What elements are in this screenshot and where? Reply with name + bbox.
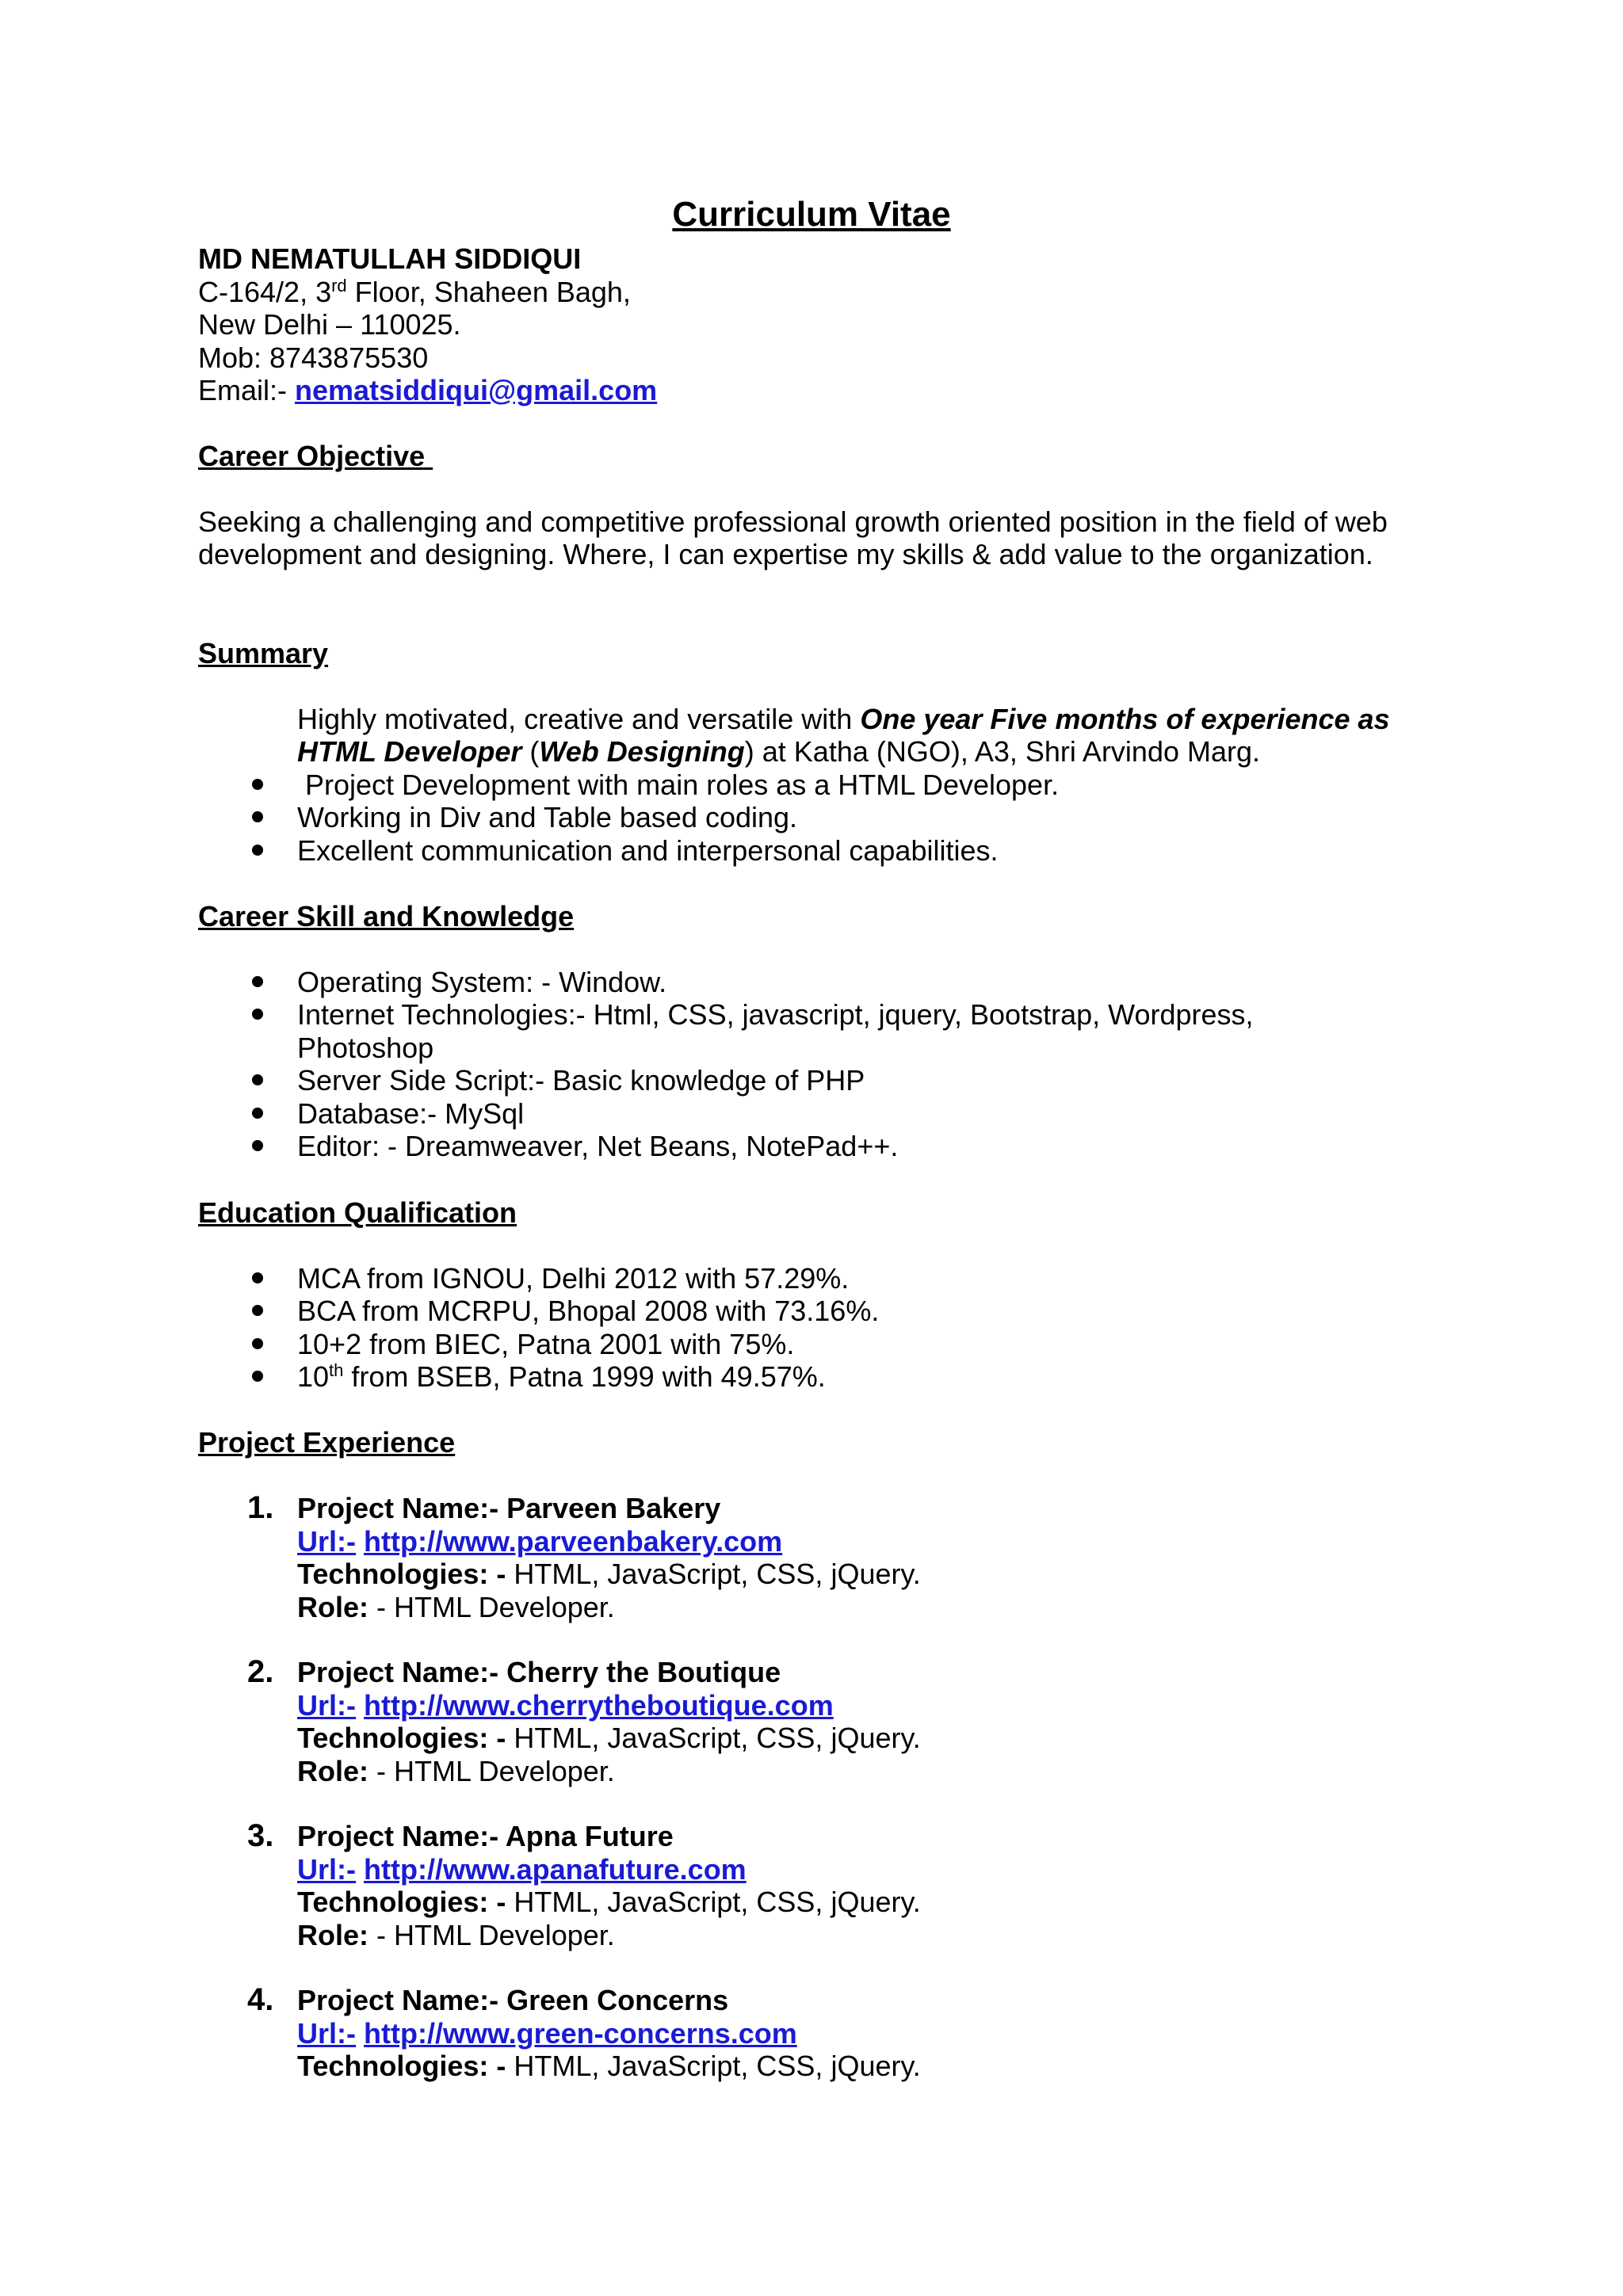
project-url-link[interactable]: http://www.cherrytheboutique.com — [364, 1688, 834, 1722]
document-title: Curriculum Vitae — [672, 195, 951, 234]
education-section — [198, 1196, 1434, 1394]
summary-section — [198, 637, 1434, 867]
bullet-icon — [252, 1074, 263, 1085]
project-name: Project Name:- Apna Future — [297, 1820, 674, 1852]
list-item: Operating System: - Window. — [198, 966, 1434, 999]
list-item: Project Development with main roles as a HTML Developer. — [198, 769, 1434, 802]
project-number: 2. — [247, 1654, 274, 1689]
email-link[interactable]: nematsiddiqui@gmail.com — [295, 374, 658, 406]
project-role: Role: - HTML Developer. — [297, 1590, 615, 1623]
bullet-icon — [252, 1371, 263, 1382]
list-item: 10th from BSEB, Patna 1999 with 49.57%. — [198, 1360, 1434, 1394]
bullet-icon — [252, 779, 263, 790]
project-item — [198, 1820, 1434, 1951]
bullet-icon — [252, 1338, 263, 1349]
project-url-line: Url:- http://www.cherrytheboutique.com — [297, 1688, 834, 1722]
list-item: Database:- MySql — [198, 1097, 1434, 1131]
skills-heading: Career Skill and Knowledge — [198, 900, 575, 933]
bullet-icon — [252, 1272, 263, 1283]
list-item: Internet Technologies:- Html, CSS, javascript, jquery, Bootstrap, Wordpress, Photoshop — [198, 998, 1359, 1064]
list-item: Server Side Script:- Basic knowledge of PHP — [198, 1064, 1434, 1097]
city-line: New Delhi – 110025. — [198, 308, 461, 341]
project-item — [198, 1984, 1434, 2083]
summary-intro: Highly motivated, creative and versatile with One year Five months of experience as HTML Developer (Web Designing) at Katha (NGO), A3, Shri Arvindo Marg. — [297, 702, 1390, 768]
candidate-name: MD NEMATULLAH SIDDIQUI — [198, 242, 582, 275]
list-item: MCA from IGNOU, Delhi 2012 with 57.29%. — [198, 1262, 1434, 1295]
list-item: BCA from MCRPU, Bhopal 2008 with 73.16%. — [198, 1295, 1434, 1328]
project-tech: Technologies: - HTML, JavaScript, CSS, jQuery. — [297, 1558, 921, 1590]
project-tech: Technologies: - HTML, JavaScript, CSS, jQuery. — [297, 1886, 921, 1918]
project-tech: Technologies: - HTML, JavaScript, CSS, jQuery. — [297, 1722, 921, 1754]
list-item: Working in Div and Table based coding. — [198, 801, 1434, 834]
bullet-icon — [252, 976, 263, 987]
summary-heading: Summary — [198, 637, 329, 669]
project-url-line: Url:- http://www.parveenbakery.com — [297, 1524, 783, 1558]
contact-block — [198, 242, 1434, 407]
list-item: 10+2 from BIEC, Patna 2001 with 75%. — [198, 1328, 1434, 1361]
project-url-line: Url:- http://www.green-concerns.com — [297, 2016, 797, 2050]
project-url-link[interactable]: http://www.parveenbakery.com — [364, 1524, 783, 1558]
projects-heading: Project Experience — [198, 1426, 456, 1459]
project-tech: Technologies: - HTML, JavaScript, CSS, jQuery. — [297, 2050, 921, 2082]
project-name: Project Name:- Green Concerns — [297, 1984, 729, 2016]
project-role: Role: - HTML Developer. — [297, 1918, 615, 1951]
project-name: Project Name:- Parveen Bakery — [297, 1492, 721, 1524]
project-url-link[interactable]: http://www.apanafuture.com — [364, 1852, 747, 1886]
mobile-line: Mob: 8743875530 — [198, 341, 429, 374]
career-objective-heading: Career Objective — [198, 440, 433, 472]
project-number: 4. — [247, 1982, 274, 2017]
skills-section — [198, 900, 1434, 1163]
project-role: Role: - HTML Developer. — [297, 1754, 615, 1787]
address-line: C-164/2, 3rd Floor, Shaheen Bagh, — [198, 275, 631, 308]
education-heading: Education Qualification — [198, 1196, 517, 1229]
projects-section — [198, 1426, 1434, 2100]
list-item: Editor: - Dreamweaver, Net Beans, NotePad++. — [198, 1130, 1434, 1163]
career-objective-text: Seeking a challenging and competitive professional growth oriented position in the field of web development and designing. Where, I can expertise my skills & add value to the organization. — [198, 505, 1388, 570]
bullet-icon — [252, 1140, 263, 1151]
bullet-icon — [252, 1009, 263, 1020]
project-number: 1. — [247, 1490, 274, 1525]
bullet-icon — [252, 845, 263, 856]
email-line: Email:- nematsiddiqui@gmail.com — [198, 374, 658, 406]
project-url-link[interactable]: http://www.green-concerns.com — [364, 2016, 797, 2050]
project-url-line: Url:- http://www.apanafuture.com — [297, 1852, 747, 1886]
project-item — [198, 1492, 1434, 1623]
project-item — [198, 1656, 1434, 1787]
bullet-icon — [252, 1305, 263, 1316]
list-item: Excellent communication and interpersonal capabilities. — [198, 834, 1434, 868]
bullet-icon — [252, 811, 263, 822]
project-number: 3. — [247, 1818, 274, 1853]
bullet-icon — [252, 1108, 263, 1119]
project-name: Project Name:- Cherry the Boutique — [297, 1656, 781, 1688]
career-objective-section — [198, 440, 1434, 571]
